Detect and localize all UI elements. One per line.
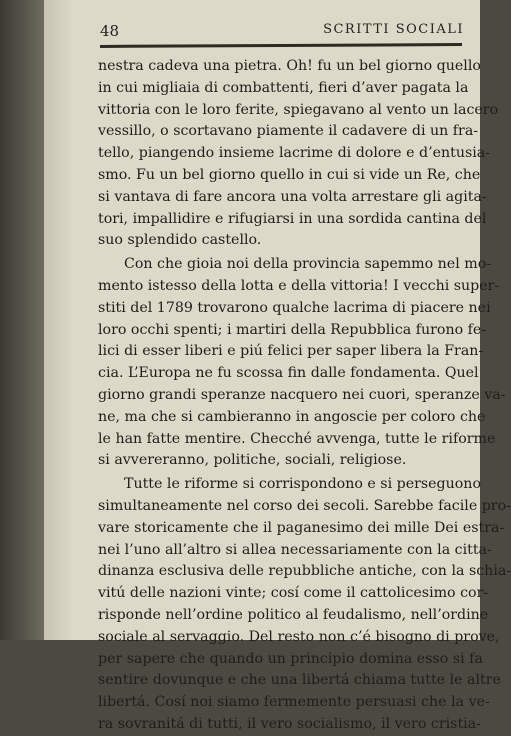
section-title: SCRITTI SOCIALI xyxy=(323,22,464,37)
text-line: giorno grandi speranze nacquero nei cuori, speranze va- xyxy=(98,386,506,403)
text-line: per sapere che quando un principio domina esso si fa xyxy=(98,650,483,667)
text-line: tello, piangendo insieme lacrime di dolore e d’entusia- xyxy=(98,145,491,162)
text-line: lici di esser liberi e piú felici per saper libera la Fran- xyxy=(98,343,484,360)
text-line: vitú delle nazioni vinte; cosí come il cattolicesimo cor- xyxy=(98,585,489,602)
text-line: sentire dovunque e che una libertá chiama tutte le altre xyxy=(98,672,501,689)
text-line: tori, impallidire e rifugiarsi in una sordida cantina del xyxy=(98,210,487,227)
text-line: vittoria con le loro ferite, spiegavano al vento un lacero xyxy=(98,101,499,118)
text-line: in cui migliaia di combattenti, fieri d’aver pagata la xyxy=(98,79,469,96)
text-line: simultaneamente nel corso dei secoli. Sarebbe facile pro- xyxy=(98,497,511,514)
body-text xyxy=(98,56,511,736)
text-line: si avvereranno, politiche, sociali, religiose. xyxy=(98,452,407,469)
paragraph xyxy=(98,474,511,736)
text-line: mento istesso della lotta e della vittoria! I vecchi super- xyxy=(98,277,500,294)
text-line: si vantava di fare ancora una volta arrestare gli agita- xyxy=(98,188,487,205)
page-gutter-shadow xyxy=(0,0,44,640)
text-line: stiti del 1789 trovarono qualche lacrima di piacere nei xyxy=(98,299,491,316)
text-line: dinanza esclusiva delle repubbliche antiche, con la schia- xyxy=(98,563,511,580)
text-line: ra sovranitá di tutti, il vero socialismo, il vero cristia- xyxy=(98,715,481,732)
text-line: vessillo, o scortavano piamente il cadavere di un fra- xyxy=(98,123,479,140)
text-line: smo. Fu un bel giorno quello in cui si vide un Re, che xyxy=(98,166,481,183)
text-line: risponde nell’ordine politico al feudalismo, nell’ordine xyxy=(98,606,489,623)
text-line: nei l’uno all’altro si allea necessariamente con la citta- xyxy=(98,541,492,558)
text-line: Tutte le riforme si corrispondono e si perseguono xyxy=(124,476,481,493)
page-number: 48 xyxy=(100,22,120,40)
paragraph xyxy=(98,56,499,252)
text-line: nestra cadeva una pietra. Oh! fu un bel giorno quello xyxy=(98,58,481,74)
text-line: vare storicamente che il paganesimo dei mille Dei estra- xyxy=(98,519,505,536)
running-head xyxy=(100,22,464,44)
text-line: suo splendido castello. xyxy=(98,232,262,249)
text-line: loro occhi spenti; i martiri della Repubblica furono fe- xyxy=(98,321,487,338)
text-line: ne, ma che si cambieranno in angoscie per coloro che xyxy=(98,408,486,425)
paragraph xyxy=(98,254,506,472)
text-line: Con che gioia noi della provincia sapemmo nel mo- xyxy=(124,256,492,273)
text-line: sociale al servaggio. Del resto non c’é bisogno di prove, xyxy=(98,628,500,645)
text-line: cia. L’Europa ne fu scossa fin dalle fondamenta. Quel xyxy=(98,365,479,382)
text-line: libertá. Cosí noi siamo fermemente persuasi che la ve- xyxy=(98,694,490,711)
text-line: le han fatte mentire. Checché avvenga, tutte le riforme xyxy=(98,430,496,447)
